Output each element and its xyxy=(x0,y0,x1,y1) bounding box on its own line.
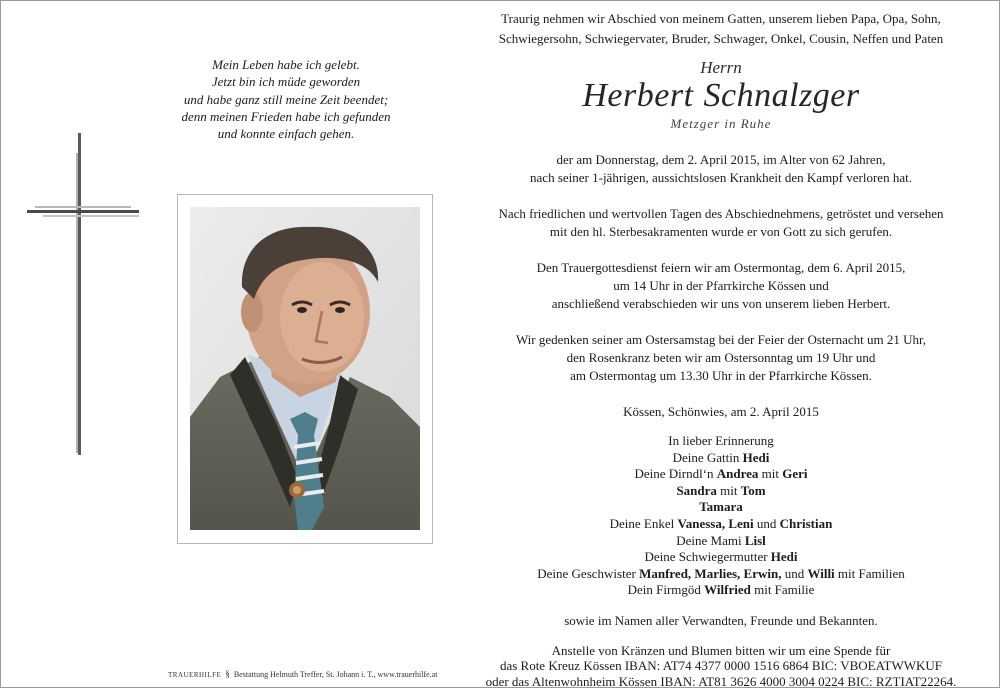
mourner-line xyxy=(441,483,1000,500)
name-text: Geri xyxy=(782,466,808,482)
footer-imprint xyxy=(168,669,437,679)
donation-request xyxy=(441,643,1000,689)
farewell-paragraph xyxy=(441,205,1000,241)
footer-text: Bestattung Helmuth Treffer, St. Johann i. T., www.trauerhilfe.at xyxy=(233,670,438,679)
text-line: das Rote Kreuz Kössen IBAN: AT74 4377 0000 1516 6864 BIC: VBOEATWWKUF xyxy=(499,658,943,674)
deceased-name xyxy=(441,78,1000,114)
name-text: Manfred, Marlies, Erwin, xyxy=(639,565,782,581)
name-text: Tom xyxy=(740,482,766,498)
name-text: Dein Firmgöd xyxy=(627,582,705,598)
cross-icon xyxy=(23,133,141,457)
text-line: oder das Altenwohnheim Kössen IBAN: AT81 3626 4000 3004 0224 BIC: RZTIAT22264. xyxy=(485,673,957,689)
name-text: mit Familien xyxy=(834,565,905,581)
text-line: am Ostermontag um 13.30 Uhr in der Pfarrkirche Kössen. xyxy=(570,368,872,383)
poem-line: und habe ganz still meine Zeit beendet; xyxy=(183,91,389,107)
portrait-photo xyxy=(190,207,420,530)
mourner-line xyxy=(441,499,1000,516)
text-line: nach seiner 1-jährigen, aussichtslosen Krankheit den Kampf verloren hat. xyxy=(530,170,912,185)
notice-text-column xyxy=(441,9,1000,689)
name-text: Deine Mami xyxy=(676,532,745,548)
poem-line: Jetzt bin ich müde geworden xyxy=(211,74,361,90)
name-text: und xyxy=(753,515,780,531)
name-text: Deine Enkel xyxy=(609,515,678,531)
name-text: mit Familie xyxy=(750,582,815,598)
poem-line: denn meinen Frieden habe ich gefunden xyxy=(181,108,391,124)
text-line: Anstelle von Kränzen und Blumen bitten wir um eine Spende für xyxy=(551,642,891,658)
text-line: den Rosenkranz beten wir am Ostersonntag um 19 Uhr und xyxy=(566,350,876,365)
death-paragraph xyxy=(441,151,1000,187)
intro-line: Schwiegersohn, Schwiegervater, Bruder, Schwager, Onkel, Cousin, Neffen und Paten xyxy=(498,31,944,46)
name-text: Deine Gattin xyxy=(672,449,743,465)
mourner-line xyxy=(441,533,1000,550)
name-text: und xyxy=(781,565,808,581)
poem-line: Mein Leben habe ich gelebt. xyxy=(212,57,360,72)
name-text: mit xyxy=(716,482,741,498)
photo-frame xyxy=(177,194,433,544)
name-text: Hedi xyxy=(770,549,798,565)
name-text: Wilfried xyxy=(704,582,751,598)
intro-text xyxy=(441,9,1000,49)
poem xyxy=(166,56,406,142)
name-text: Deine Geschwister xyxy=(537,565,640,581)
first-name: Herbert xyxy=(582,77,694,114)
footer-logo-icon: § xyxy=(225,669,230,679)
name-text: Tamara xyxy=(699,499,743,515)
mourner-line xyxy=(441,450,1000,467)
last-name: Schnalzger xyxy=(703,77,860,114)
name-text: Christian xyxy=(779,515,833,531)
name-text: Vanessa, Leni xyxy=(677,515,754,531)
footer-brand: TRAUERHILFE xyxy=(168,671,222,679)
name-text: Willi xyxy=(807,565,835,581)
name-text: Deine Schwiegermutter xyxy=(644,549,771,565)
name-text: Hedi xyxy=(742,449,770,465)
mourner-line xyxy=(441,566,1000,583)
service-paragraph xyxy=(441,259,1000,313)
poem-line: und konnte einfach gehen. xyxy=(217,126,355,142)
honorific: Herrn xyxy=(700,58,742,77)
text-line: mit den hl. Sterbesakramenten wurde er von Gott zu sich gerufen. xyxy=(549,224,893,239)
text-line: Wir gedenken seiner am Ostersamstag bei der Feier der Osternacht um 21 Uhr, xyxy=(515,332,927,347)
text-line: Nach friedlichen und wertvollen Tagen des Abschiednehmens, getröstet und versehen xyxy=(498,206,944,221)
name-text: Deine Dirndl‘n xyxy=(634,466,717,482)
name-text: Lisl xyxy=(744,532,766,548)
text-line: um 14 Uhr in der Pfarrkirche Kössen und xyxy=(613,278,829,293)
mourner-line xyxy=(441,466,1000,483)
text-line: der am Donnerstag, dem 2. April 2015, im Alter von 62 Jahren, xyxy=(556,152,886,167)
prayer-paragraph xyxy=(441,331,1000,385)
name-text: Andrea xyxy=(716,466,759,482)
mourners-list xyxy=(441,433,1000,599)
mourner-line xyxy=(441,582,1000,599)
intro-line: Traurig nehmen wir Abschied von meinem Gatten, unserem lieben Papa, Opa, Sohn, xyxy=(501,11,941,26)
occupation: Metzger in Ruhe xyxy=(670,116,772,131)
text-line: anschließend verabschieden wir uns von unserem lieben Herbert. xyxy=(551,296,891,311)
closing-line: sowie im Namen aller Verwandten, Freunde und Bekannten. xyxy=(564,612,878,628)
portrait-illustration xyxy=(190,207,420,530)
mourners-heading: In lieber Erinnerung xyxy=(668,433,774,448)
place-date: Kössen, Schönwies, am 2. April 2015 xyxy=(623,404,819,419)
name-text: Sandra xyxy=(676,482,717,498)
mourner-line xyxy=(441,549,1000,566)
mourner-line xyxy=(441,516,1000,533)
name-text: mit xyxy=(758,466,783,482)
text-line: Den Trauergottesdienst feiern wir am Ostermontag, dem 6. April 2015, xyxy=(536,260,906,275)
